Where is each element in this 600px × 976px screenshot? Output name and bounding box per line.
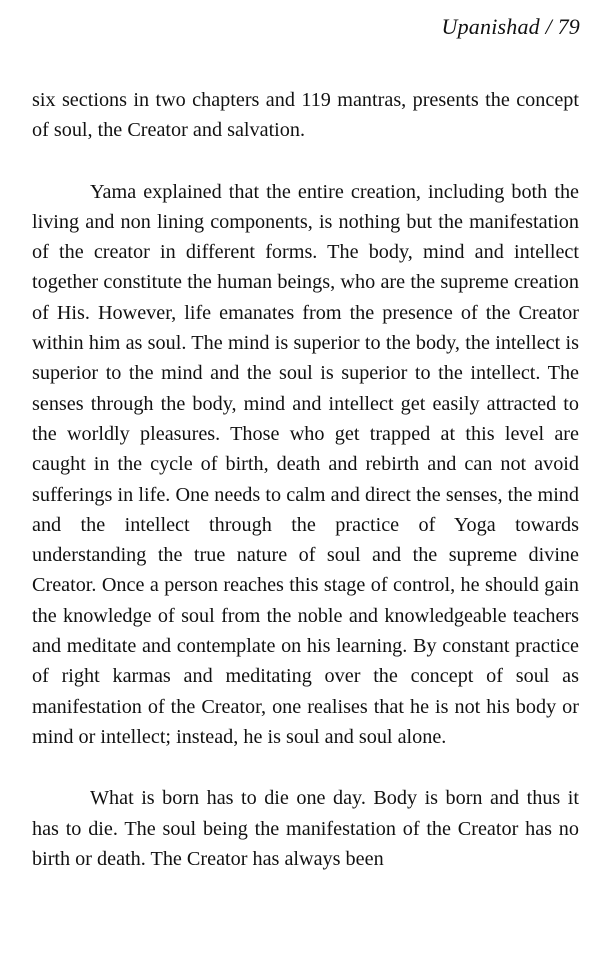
body-text bbox=[32, 85, 579, 874]
paragraph-continuation: six sections in two chapters and 119 mantras, presents the concept of soul, the Creator and salvation. bbox=[32, 89, 579, 142]
paragraph-birth-death: What is born has to die one day. Body is born and thus it has to die. The soul being the manifestation of the Creator has no birth or death. The Creator has always been bbox=[32, 787, 579, 870]
paragraph-yama-explanation: Yama explained that the entire creation, including both the living and non lining components, is nothing but the manifestation of the creator in different forms. The body, mind and intellect together constitute the human beings, who are the supreme creation of His. However, life emanates from the presence of the Creator within him as soul. The mind is superior to the body, the intellect is superior to the mind and the soul is superior to the intellect. The senses through the body, mind and intellect get easily attracted to the worldly pleasures. Those who get trapped at this level are caught in the cycle of birth, death and rebirth and can not avoid sufferings in life. One needs to calm and direct the senses, the mind and the intellect through the practice of Yoga towards understanding the true nature of soul and the supreme divine Creator. Once a person reaches this stage of control, he should gain the knowledge of soul from the noble and knowledgeable teachers and meditate and contemplate on his learning. By constant practice of right karmas and meditating over the concept of soul as manifestation of the Creator, one realises that he is not his body or mind or intellect; instead, he is soul and soul alone. bbox=[32, 180, 579, 748]
running-head: Upanishad / 79 bbox=[441, 14, 580, 39]
